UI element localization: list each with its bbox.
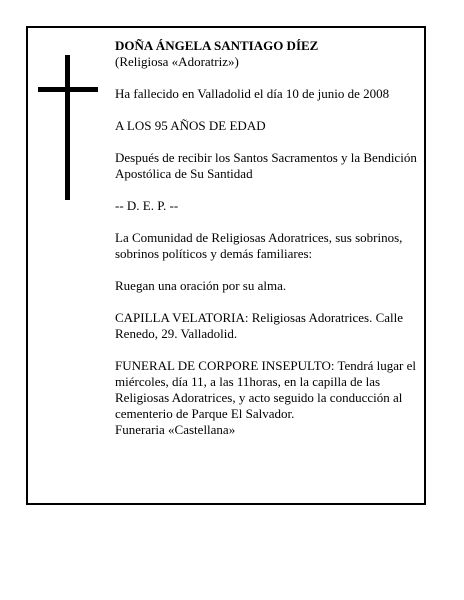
obituary-notice <box>26 26 426 505</box>
funeral-info: FUNERAL DE CORPORE INSEPULTO: Tendrá lugar el miércoles, día 11, a las 11horas, en la capilla de las Religiosas Adoratrices, y acto seguido la conducción al cementerio de Parque El Salvador. <box>115 358 416 421</box>
cross-horizontal-bar <box>38 87 98 92</box>
funeral-home: Funeraria «Castellana» <box>115 422 236 437</box>
age-statement: A LOS 95 AÑOS DE EDAD <box>115 118 266 133</box>
death-statement: Ha fallecido en Valladolid el día 10 de junio de 2008 <box>115 86 390 101</box>
deceased-subtitle: (Religiosa «Adoratriz») <box>115 54 239 69</box>
cross-vertical-bar <box>65 55 70 200</box>
sacraments-statement: Después de recibir los Santos Sacramentos y la Bendición Apostólica de Su Santidad <box>115 150 417 181</box>
chapel-info: CAPILLA VELATORIA: Religiosas Adoratrices. Calle Renedo, 29. Valladolid. <box>115 310 404 341</box>
family-statement: La Comunidad de Religiosas Adoratrices, sus sobrinos, sobrinos políticos y demás familiares: <box>115 230 403 261</box>
prayer-request: Ruegan una oración por su alma. <box>115 278 287 293</box>
cross-icon <box>38 55 98 200</box>
notice-text <box>115 38 421 438</box>
rip-line: -- D. E. P. -- <box>115 198 179 213</box>
deceased-name: DOÑA ÁNGELA SANTIAGO DÍEZ <box>115 38 319 53</box>
